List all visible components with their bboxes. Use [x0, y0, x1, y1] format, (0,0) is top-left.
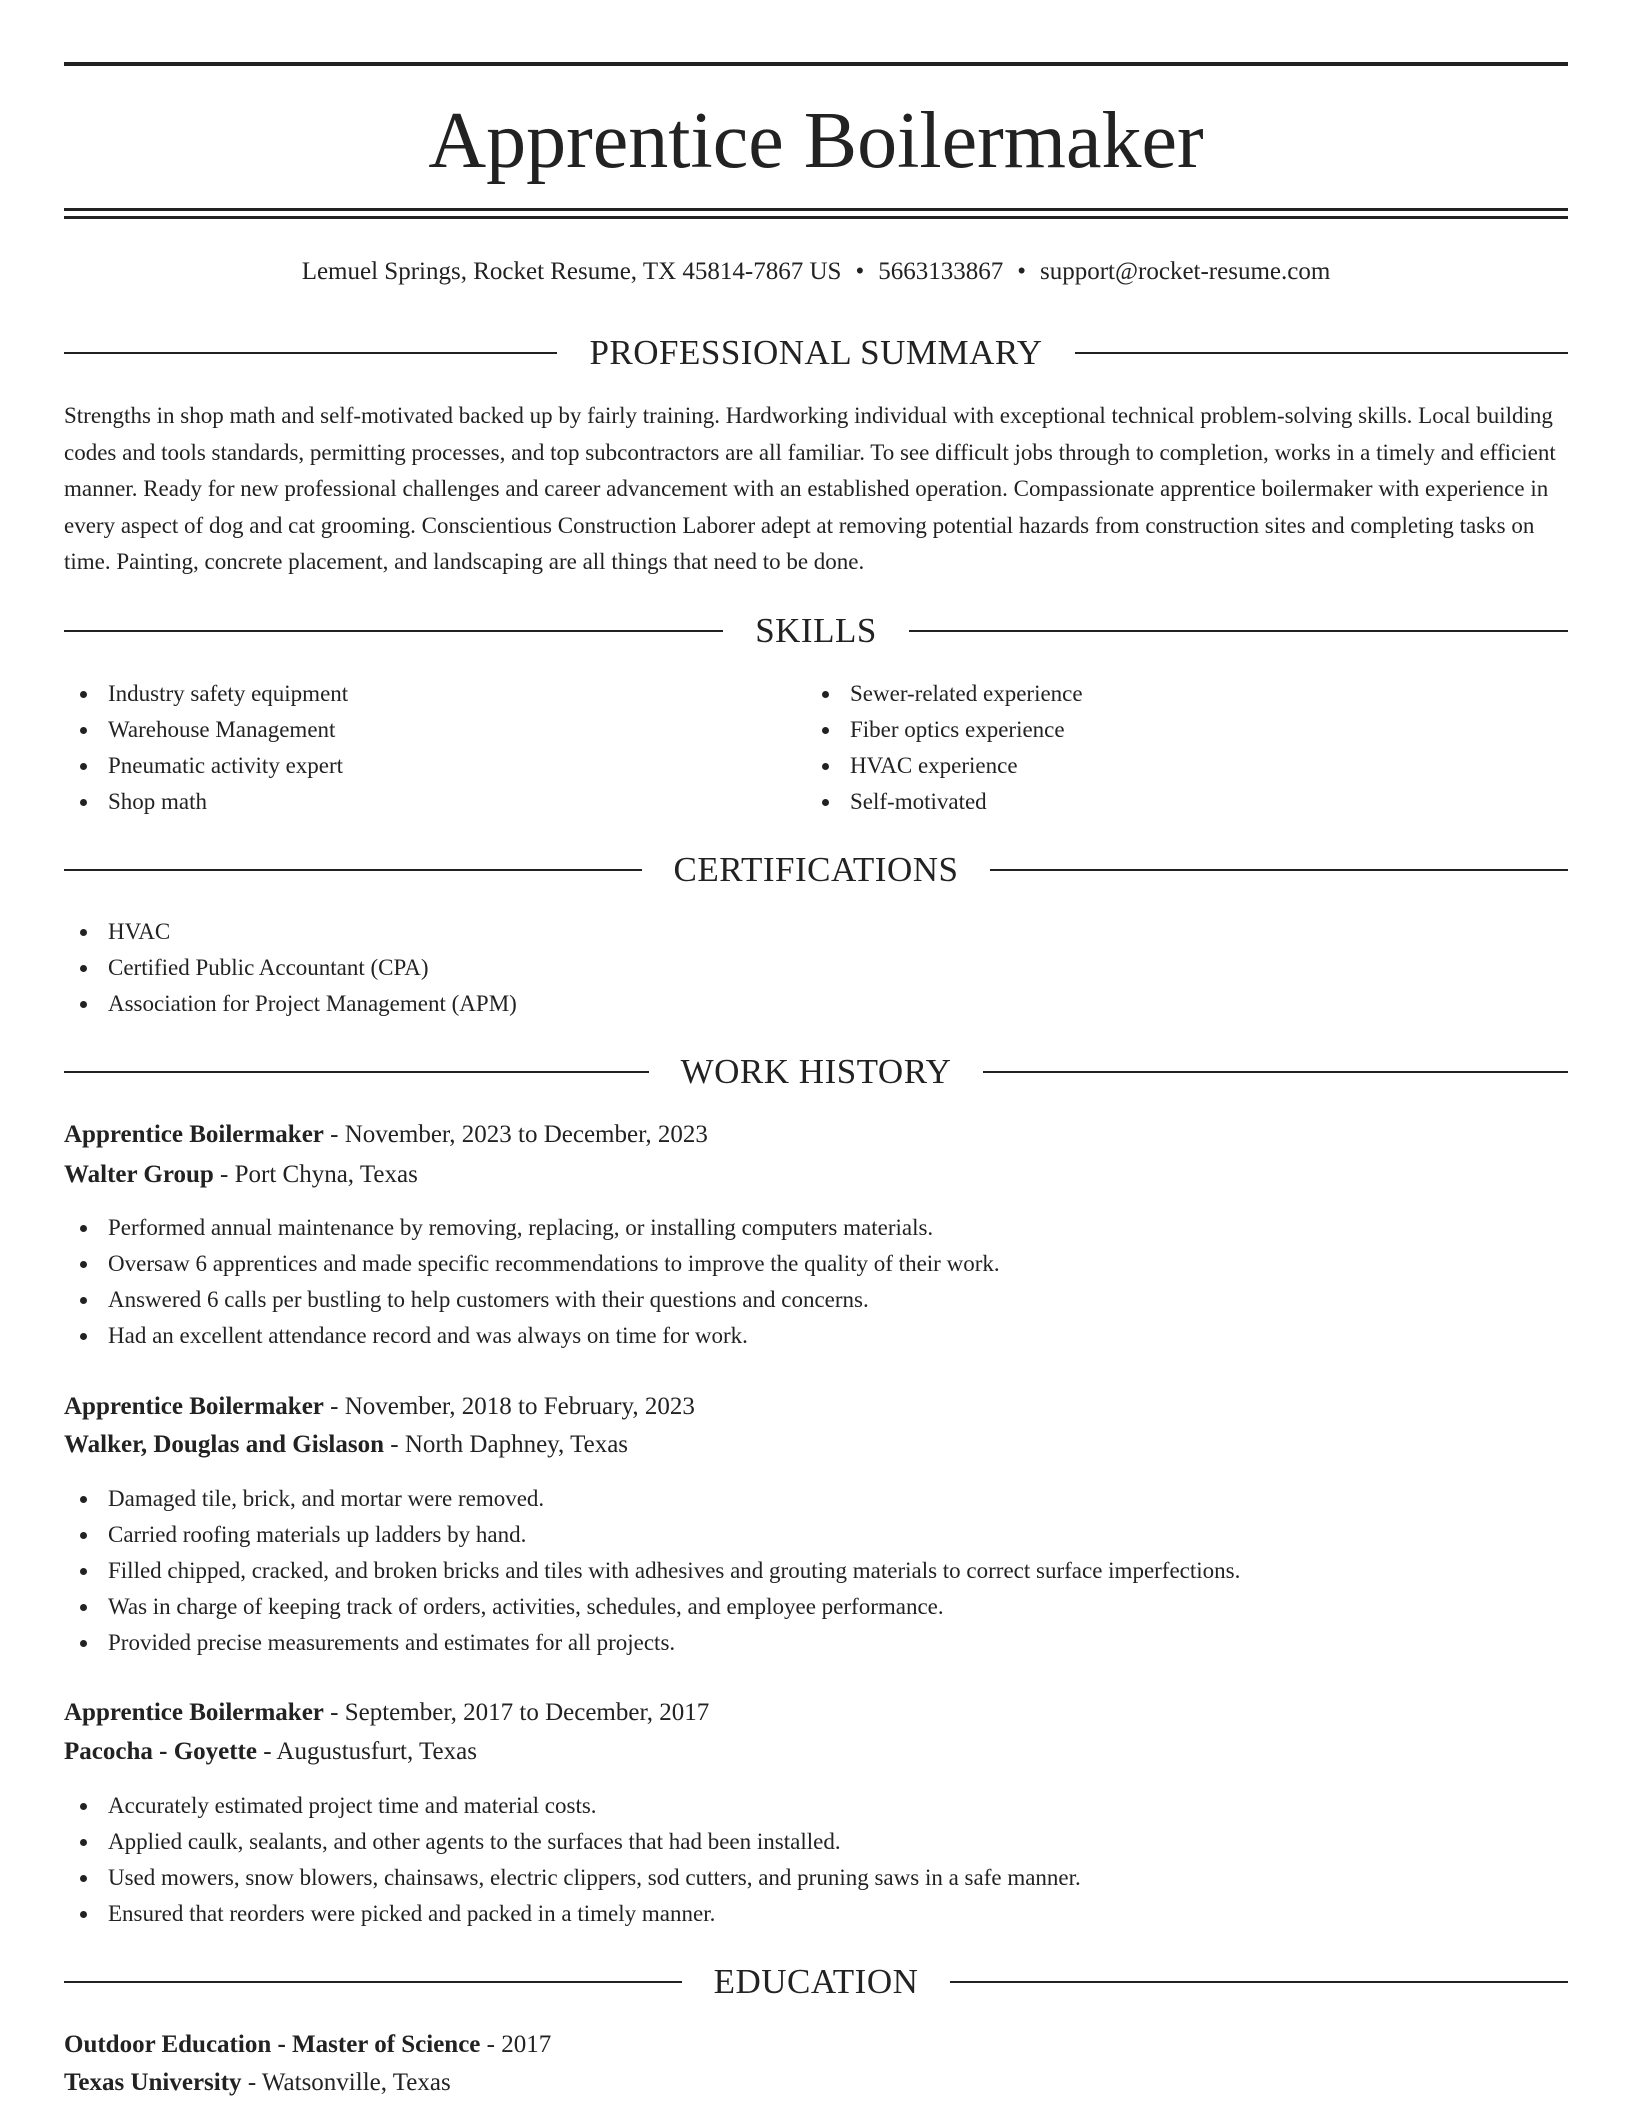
section-heading-summary: [64, 331, 1568, 375]
section-title: PROFESSIONAL SUMMARY: [589, 333, 1043, 372]
job-title-line: [64, 1694, 1568, 1732]
education-degree: Outdoor Education - Master of Science: [64, 2031, 481, 2058]
education-school: Texas University: [64, 2069, 242, 2096]
skills-list-left: [64, 676, 348, 820]
skills-list-right: [806, 676, 1083, 820]
skill-item: Shop math: [64, 784, 348, 820]
education-degree-line: [64, 2026, 1568, 2064]
job-dates: - November, 2018 to February, 2023: [323, 1393, 695, 1420]
job-dates: - November, 2023 to December, 2023: [323, 1121, 708, 1148]
job-bullet: Ensured that reorders were picked and packed in a timely manner.: [64, 1896, 1081, 1932]
job-company-line: [64, 1156, 1568, 1194]
job-bullet: Filled chipped, cracked, and broken bricks and tiles with adhesives and grouting materials to correct surface imperfections.: [64, 1553, 1240, 1589]
job-bullet: Answered 6 calls per bustling to help customers with their questions and concerns.: [64, 1282, 1000, 1318]
skill-item: Pneumatic activity expert: [64, 748, 348, 784]
job-title: Apprentice Boilermaker: [64, 1393, 324, 1420]
skill-item: Sewer-related experience: [806, 676, 1083, 712]
heading-rule: [990, 869, 1568, 871]
heading-rule: [950, 1981, 1568, 1983]
contact-separator: •: [1017, 258, 1026, 285]
heading-rule: [983, 1071, 1568, 1073]
job-title: Apprentice Boilermaker: [64, 1699, 324, 1726]
skill-item: Fiber optics experience: [806, 712, 1083, 748]
job-bullet: Applied caulk, sealants, and other agents to the surfaces that had been installed.: [64, 1824, 1081, 1860]
job-company: Walter Group: [64, 1161, 214, 1188]
job-bullet: Performed annual maintenance by removing, replacing, or installing computers materials.: [64, 1210, 1000, 1246]
job-location: - North Daphney, Texas: [384, 1431, 629, 1458]
contact-email: support@rocket-resume.com: [1040, 258, 1331, 285]
job-company-line: [64, 1426, 1568, 1464]
job-bullet: Carried roofing materials up ladders by hand.: [64, 1517, 1240, 1553]
job-company: Pacocha - Goyette: [64, 1738, 257, 1765]
certification-item: HVAC: [64, 914, 517, 950]
heading-rule: [64, 1981, 682, 1983]
heading-rule: [64, 352, 557, 354]
skill-item: Warehouse Management: [64, 712, 348, 748]
job-company: Walker, Douglas and Gislason: [64, 1431, 385, 1458]
candidate-name: Apprentice Boilermaker: [428, 97, 1204, 185]
job-company-line: [64, 1733, 1568, 1771]
job-bullet: Oversaw 6 apprentices and made specific recommendations to improve the quality of their work.: [64, 1246, 1000, 1282]
header-double-rule-lower: [64, 216, 1568, 219]
job-bullets: [64, 1788, 1081, 1932]
certifications-list: [64, 914, 517, 1022]
contact-phone: 5663133867: [878, 258, 1004, 285]
education-location: - Watsonville, Texas: [241, 2069, 451, 2096]
education-school-line: [64, 2064, 1568, 2102]
section-heading-certifications: [64, 848, 1568, 892]
job-bullet: Was in charge of keeping track of orders, activities, schedules, and employee performance.: [64, 1589, 1240, 1625]
heading-rule: [909, 630, 1568, 632]
header-double-rule-upper: [64, 208, 1568, 211]
job-bullet: Used mowers, snow blowers, chainsaws, electric clippers, sod cutters, and pruning saws in a safe manner.: [64, 1860, 1081, 1896]
job-title: Apprentice Boilermaker: [64, 1121, 324, 1148]
heading-rule: [64, 630, 723, 632]
job-bullet: Accurately estimated project time and material costs.: [64, 1788, 1081, 1824]
heading-rule: [64, 1071, 649, 1073]
skill-item: Industry safety equipment: [64, 676, 348, 712]
section-title: EDUCATION: [713, 1962, 919, 2001]
heading-rule: [64, 869, 642, 871]
contact-address: Lemuel Springs, Rocket Resume, TX 45814-7867 US: [301, 258, 842, 285]
section-heading-work-history: [64, 1050, 1568, 1094]
job-bullets: [64, 1210, 1000, 1354]
section-title: WORK HISTORY: [680, 1052, 952, 1091]
job-bullet: Damaged tile, brick, and mortar were removed.: [64, 1481, 1240, 1517]
contact-line: [64, 254, 1568, 290]
section-heading-education: [64, 1960, 1568, 2004]
certification-item: Certified Public Accountant (CPA): [64, 950, 517, 986]
job-title-line: [64, 1388, 1568, 1426]
skill-item: HVAC experience: [806, 748, 1083, 784]
summary-text: Strengths in shop math and self-motivated backed up by fairly training. Hardworking individual with exceptional technical problem-solving skills. Local building codes and tools standards, permitting processes, and top subcontractors are all familiar. To see difficult jobs through to completion, works in a timely and efficient manner. Ready for new professional challenges and career advancement with an established operation. Compassionate apprentice boilermaker with experience in every aspect of dog and cat grooming. Conscientious Construction Laborer adept at removing potential hazards from construction sites and completing tasks on time. Painting, concrete placement, and landscaping are all things that need to be done.: [64, 403, 1556, 574]
job-location: - Port Chyna, Texas: [213, 1161, 418, 1188]
contact-separator: •: [855, 258, 865, 285]
job-bullets: [64, 1481, 1240, 1661]
heading-rule: [1075, 352, 1568, 354]
section-title: CERTIFICATIONS: [673, 850, 959, 889]
education-year: - 2017: [480, 2031, 552, 2058]
job-bullet: Had an excellent attendance record and was always on time for work.: [64, 1318, 1000, 1354]
job-dates: - September, 2017 to December, 2017: [323, 1699, 710, 1726]
section-title: SKILLS: [755, 611, 877, 650]
job-location: - Augustusfurt, Texas: [256, 1738, 477, 1765]
skill-item: Self-motivated: [806, 784, 1083, 820]
certification-item: Association for Project Management (APM): [64, 986, 517, 1022]
section-heading-skills: [64, 609, 1568, 653]
header-top-rule: [64, 62, 1568, 66]
job-bullet: Provided precise measurements and estimates for all projects.: [64, 1625, 1240, 1661]
job-title-line: [64, 1116, 1568, 1154]
